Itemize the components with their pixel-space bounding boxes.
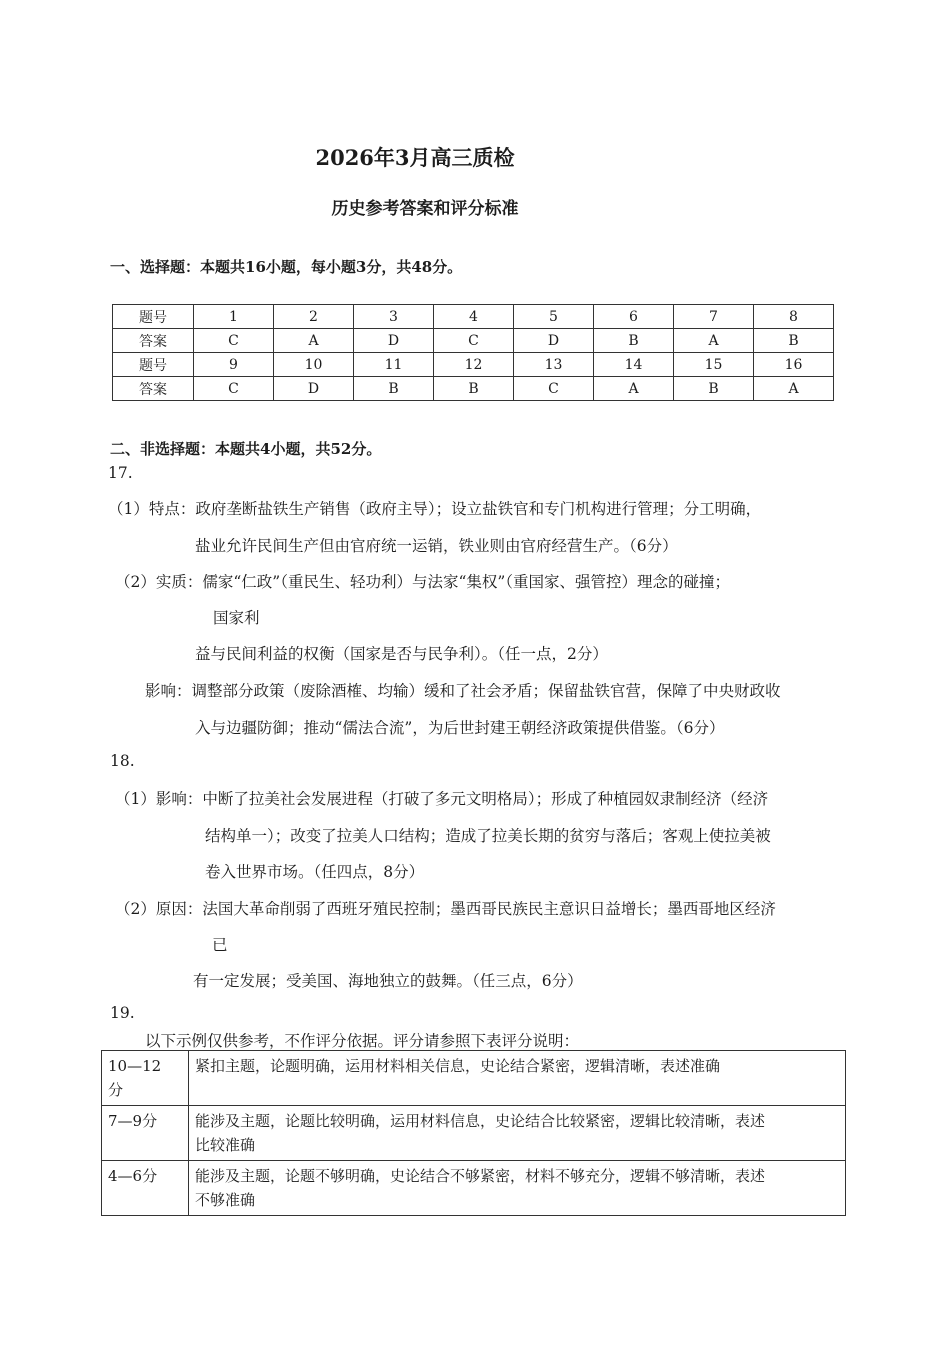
rubric-level-line: 7—9分 <box>108 1112 158 1130</box>
table-cell: C <box>434 329 514 353</box>
q17-part2-line: （2）实质：儒家“仁政”（重民生、轻功利）与法家“集权”（重国家、强管控）理念的碰撞； <box>115 573 731 591</box>
table-cell: 10 <box>274 353 354 377</box>
table-cell: C <box>514 377 594 401</box>
table-cell: 16 <box>754 353 834 377</box>
rubric-level <box>102 1161 189 1216</box>
table-row <box>113 353 834 377</box>
table-cell: 8 <box>754 305 834 329</box>
rubric-desc-line: 比较准确 <box>195 1136 256 1154</box>
rubric-level-line: 分 <box>108 1081 124 1099</box>
table-cell: 2 <box>274 305 354 329</box>
table-cell: 11 <box>354 353 434 377</box>
q17-part2-line: 入与边疆防御；推动“儒法合流”，为后世封建王朝经济政策提供借鉴。（6分） <box>195 719 725 737</box>
rubric-desc-line: 不够准确 <box>195 1191 256 1209</box>
table-cell: 13 <box>514 353 594 377</box>
table-cell: 15 <box>674 353 754 377</box>
q18-part1-line: 结构单一）；改变了拉美人口结构；造成了拉美长期的贫穷与落后；客观上使拉美被 <box>205 827 771 845</box>
table-row <box>113 377 834 401</box>
section1-heading: 一、选择题：本题共16小题，每小题3分，共48分。 <box>110 258 463 276</box>
rubric-level-line: 4—6分 <box>108 1167 158 1185</box>
table-cell: 12 <box>434 353 514 377</box>
table-cell: 5 <box>514 305 594 329</box>
row-label: 答案 <box>113 377 194 401</box>
table-cell: A <box>674 329 754 353</box>
table-row <box>113 329 834 353</box>
page-subtitle: 历史参考答案和评分标准 <box>331 199 519 219</box>
rubric-desc <box>189 1161 846 1216</box>
table-cell: B <box>354 377 434 401</box>
table-cell: 3 <box>354 305 434 329</box>
table-cell: C <box>194 377 274 401</box>
table-cell: D <box>354 329 434 353</box>
table-cell: D <box>514 329 594 353</box>
rubric-level <box>102 1106 189 1161</box>
rubric-desc-line: 能涉及主题，论题比较明确，运用材料信息，史论结合比较紧密，逻辑比较清晰，表述 <box>195 1112 766 1130</box>
rubric-desc-line: 能涉及主题，论题不够明确，史论结合不够紧密，材料不够充分，逻辑不够清晰，表述 <box>195 1167 766 1185</box>
row-label: 题号 <box>113 353 194 377</box>
q17-part2-line: 益与民间利益的权衡（国家是否与民争利）。（任一点，2分） <box>195 645 608 663</box>
table-row <box>102 1051 846 1106</box>
table-row <box>113 305 834 329</box>
table-cell: B <box>674 377 754 401</box>
rubric-level-line: 10—12 <box>108 1057 162 1075</box>
table-cell: 14 <box>594 353 674 377</box>
table-cell: 4 <box>434 305 514 329</box>
q17-number: 17. <box>108 464 133 482</box>
rubric-table <box>101 1050 846 1216</box>
q17-part1-line: （1）特点：政府垄断盐铁生产销售（政府主导）；设立盐铁官和专门机构进行管理；分工明确， <box>108 500 762 518</box>
row-label: 题号 <box>113 305 194 329</box>
q17-part2-line: 影响：调整部分政策（废除酒榷、均输）缓和了社会矛盾；保留盐铁官营，保障了中央财政收 <box>145 682 781 700</box>
q18-part2-line: 已 <box>212 936 228 954</box>
table-cell: D <box>274 377 354 401</box>
table-cell: 9 <box>194 353 274 377</box>
q18-part2-line: （2）原因：法国大革命削弱了西班牙殖民控制；墨西哥民族民主意识日益增长；墨西哥地区经济 <box>115 900 776 918</box>
section2-heading: 二、非选择题：本题共4小题，共52分。 <box>110 440 382 458</box>
q18-part1-line: （1）影响：中断了拉美社会发展进程（打破了多元文明格局）；形成了种植园奴隶制经济（经济 <box>115 790 769 808</box>
q17-part2-line: 国家利 <box>213 609 260 627</box>
table-cell: 6 <box>594 305 674 329</box>
table-cell: C <box>194 329 274 353</box>
answer-table <box>112 304 834 401</box>
table-cell: B <box>434 377 514 401</box>
rubric-desc <box>189 1106 846 1161</box>
table-cell: B <box>594 329 674 353</box>
table-row <box>102 1106 846 1161</box>
rubric-desc-line: 紧扣主题，论题明确，运用材料相关信息，史论结合紧密，逻辑清晰，表述准确 <box>195 1057 721 1075</box>
table-cell: B <box>754 329 834 353</box>
table-cell: A <box>274 329 354 353</box>
q18-number: 18. <box>110 752 135 770</box>
row-label: 答案 <box>113 329 194 353</box>
table-cell: 1 <box>194 305 274 329</box>
q19-intro: 以下示例仅供参考，不作评分依据。评分请参照下表评分说明： <box>145 1032 580 1050</box>
q19-number: 19. <box>110 1004 135 1022</box>
q17-part1-line: 盐业允许民间生产但由官府统一运销，铁业则由官府经营生产。（6分） <box>195 537 678 555</box>
q18-part2-line: 有一定发展；受美国、海地独立的鼓舞。（任三点，6分） <box>193 972 583 990</box>
table-cell: A <box>594 377 674 401</box>
rubric-level <box>102 1051 189 1106</box>
q18-part1-line: 卷入世界市场。（任四点，8分） <box>205 863 425 881</box>
rubric-desc <box>189 1051 846 1106</box>
page-title: 2026年3月高三质检 <box>315 145 515 170</box>
table-cell: 7 <box>674 305 754 329</box>
table-row <box>102 1161 846 1216</box>
table-cell: A <box>754 377 834 401</box>
